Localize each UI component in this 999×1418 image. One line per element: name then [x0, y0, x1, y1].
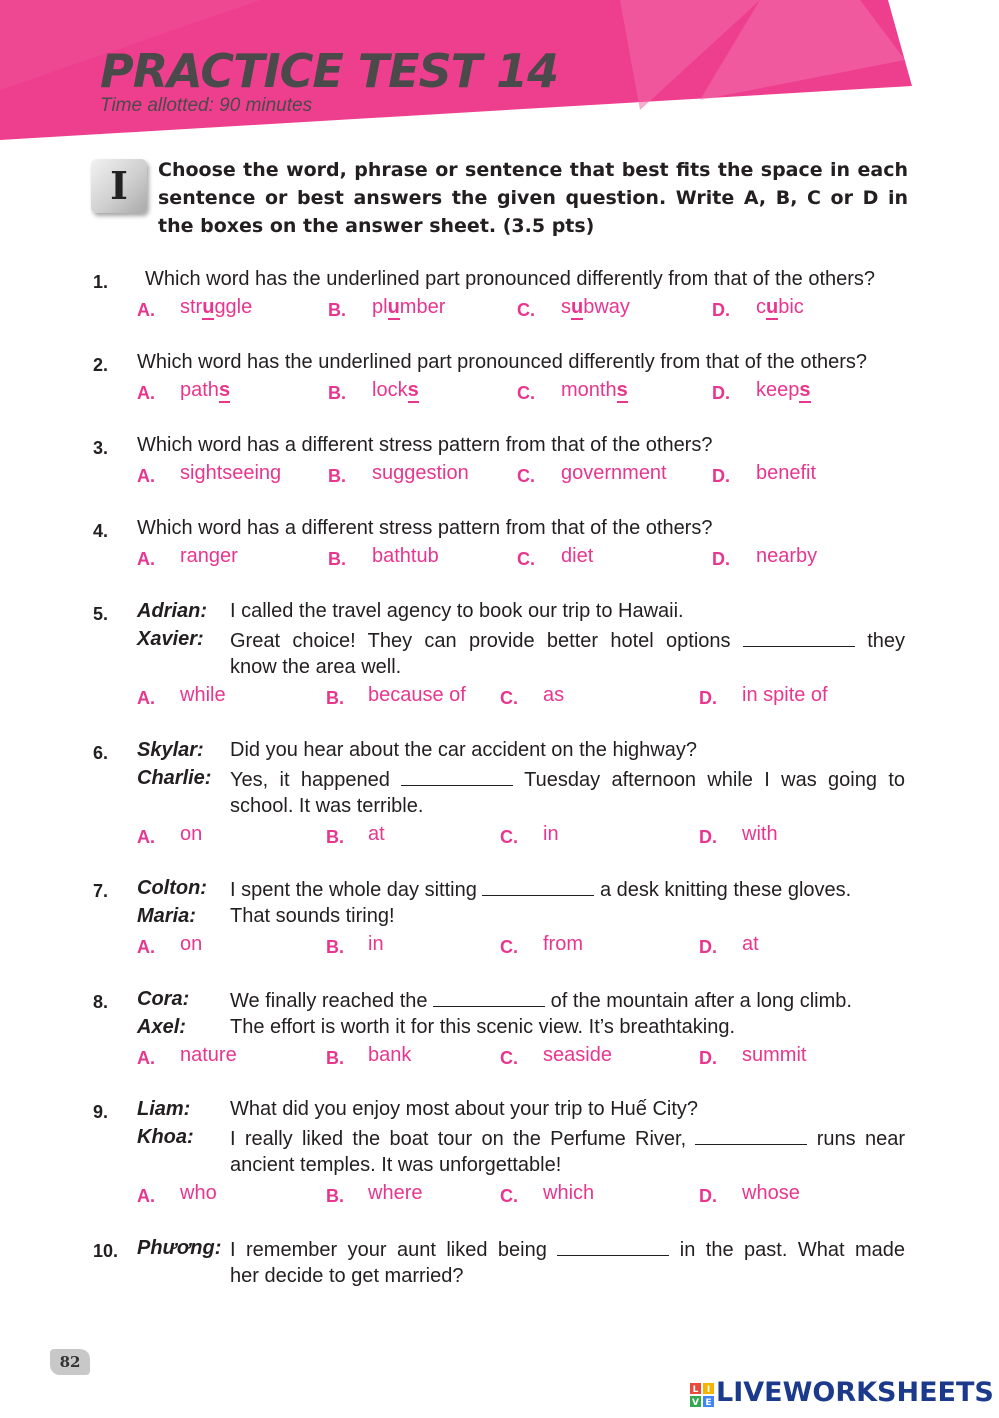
option-text: bway	[583, 296, 630, 318]
option-d[interactable]: nearby	[756, 545, 818, 567]
option-letter: C.	[500, 1186, 518, 1206]
option-letter: A.	[137, 1048, 155, 1068]
dialogue-text: they	[867, 630, 906, 652]
option-letter: C.	[500, 827, 518, 847]
speaker-name: Colton:	[137, 877, 207, 899]
option-letter: B.	[328, 549, 346, 569]
question-number: 4.	[93, 521, 109, 541]
option-text: pl	[372, 296, 388, 318]
option-letter: B.	[326, 688, 344, 708]
dialogue-line	[230, 767, 905, 792]
option-text: c	[756, 296, 766, 318]
option-text: ggle	[214, 296, 253, 318]
question-number: 6.	[93, 743, 109, 763]
answer-blank[interactable]	[482, 877, 594, 896]
underlined-part: s	[218, 379, 231, 401]
dialogue-text: Yes, it happened	[230, 769, 390, 791]
option-a[interactable]	[180, 379, 230, 402]
option-letter: B.	[326, 1186, 344, 1206]
speaker-name: Cora:	[137, 988, 190, 1010]
option-letter: A.	[137, 383, 155, 403]
option-text: month	[561, 379, 617, 401]
option-letter: D.	[712, 300, 730, 320]
option-c[interactable]: which	[543, 1182, 595, 1204]
option-a[interactable]: sightseeing	[180, 462, 282, 484]
option-d[interactable]	[756, 296, 804, 319]
option-text: keep	[756, 379, 800, 401]
option-b[interactable]: because of	[368, 684, 466, 706]
dialogue-text: a desk knitting these gloves.	[599, 879, 852, 901]
dialogue-line	[230, 1237, 905, 1262]
question-number: 8.	[93, 992, 109, 1012]
underlined-part: s	[616, 379, 628, 401]
question-number: 10.	[93, 1241, 119, 1261]
question-number: 5.	[93, 604, 109, 624]
speaker-name: Adrian:	[137, 600, 207, 622]
option-letter: C.	[500, 937, 518, 957]
option-letter: C.	[517, 383, 535, 403]
option-letter: C.	[517, 466, 535, 486]
option-c[interactable]	[561, 296, 630, 319]
option-b[interactable]: suggestion	[372, 462, 469, 484]
option-letter: C.	[500, 688, 518, 708]
dialogue-text: I spent the whole day sitting	[230, 879, 477, 901]
option-letter: B.	[328, 383, 346, 403]
page-number: 82	[50, 1349, 90, 1375]
option-d[interactable]: with	[742, 823, 778, 845]
question-number: 7.	[93, 881, 109, 901]
option-b[interactable]	[372, 379, 419, 402]
option-text: str	[180, 296, 203, 318]
option-a[interactable]: who	[180, 1182, 217, 1204]
dialogue-text: Tuesday afternoon while I was going to	[524, 769, 905, 791]
option-letter: D.	[699, 688, 717, 708]
option-d[interactable]: whose	[742, 1182, 800, 1204]
option-d[interactable]: benefit	[756, 462, 817, 484]
speaker-name: Axel:	[137, 1016, 186, 1038]
dialogue-text: We finally reached the	[230, 990, 428, 1012]
logo-letter: E	[705, 1398, 712, 1407]
underlined-part: u	[387, 296, 400, 318]
dialogue-line: What did you enjoy most about your trip to Huế City?	[230, 1098, 699, 1120]
option-c[interactable]: in	[543, 823, 559, 845]
option-a[interactable]: on	[180, 933, 203, 955]
option-letter: B.	[328, 300, 346, 320]
section-instruction: Choose the word, phrase or sentence that best fits the space in each sentence or best answers the given question. Write A, B, C or D in the boxes on the answer sheet. (3.5 pts)	[158, 159, 908, 237]
option-letter: B.	[326, 937, 344, 957]
dialogue-text: of the mountain after a long climb.	[550, 990, 852, 1012]
option-letter: C.	[500, 1048, 518, 1068]
option-letter: C.	[517, 549, 535, 569]
question-stem: Which word has a different stress pattern from that of the others?	[137, 434, 713, 456]
option-d[interactable]: at	[742, 933, 759, 955]
logo-letter: V	[692, 1398, 699, 1407]
option-c[interactable]: seaside	[543, 1044, 612, 1066]
question-number: 9.	[93, 1102, 109, 1122]
option-a[interactable]: on	[180, 823, 203, 845]
dialogue-line	[230, 628, 905, 653]
option-d[interactable]	[756, 379, 811, 402]
option-b[interactable]: where	[368, 1182, 423, 1204]
dialogue-text: in the past. What made	[679, 1239, 905, 1261]
dialogue-line	[230, 988, 905, 1013]
dialogue-line: I called the travel agency to book our trip to Hawaii.	[230, 600, 684, 622]
logo-letter: L	[692, 1385, 699, 1395]
question-number: 1.	[93, 272, 109, 292]
option-letter: A.	[137, 1186, 155, 1206]
dialogue-text: Great choice! They can provide better hotel options	[230, 630, 731, 652]
dialogue-line	[230, 1126, 905, 1151]
question-number: 2.	[93, 355, 109, 375]
logo-grid-icon	[690, 1383, 714, 1407]
option-b[interactable]	[372, 296, 445, 319]
page-title: PRACTICE TEST 14	[100, 44, 559, 98]
option-text: bic	[778, 296, 804, 318]
underlined-part: u	[766, 296, 779, 318]
question-stem: Which word has a different stress pattern from that of the others?	[137, 517, 713, 539]
dialogue-text: I really liked the boat tour on the Perfume River,	[230, 1128, 687, 1150]
option-a[interactable]: nature	[180, 1044, 237, 1066]
answer-blank[interactable]	[695, 1126, 807, 1145]
speaker-name: Khoa:	[137, 1126, 194, 1148]
answer-blank[interactable]	[557, 1237, 669, 1256]
speaker-name: Xavier:	[137, 628, 204, 650]
option-b[interactable]: in	[368, 933, 384, 955]
logo-letter: I	[706, 1385, 711, 1395]
option-letter: A.	[137, 300, 155, 320]
section-numeral-badge: I	[91, 159, 147, 213]
option-letter: B.	[326, 827, 344, 847]
dialogue-line: her decide to get married?	[230, 1265, 464, 1287]
dialogue-line: The effort is worth it for this scenic view. It’s breathtaking.	[230, 1016, 736, 1038]
question-stem: Which word has the underlined part pronounced differently from that of the others?	[145, 268, 876, 290]
dialogue-line: Did you hear about the car accident on the highway?	[230, 739, 697, 761]
option-letter: A.	[137, 549, 155, 569]
speaker-name: Charlie:	[137, 767, 212, 789]
liveworksheets-logo[interactable]	[690, 1377, 994, 1413]
option-d[interactable]: summit	[742, 1044, 807, 1066]
answer-blank[interactable]	[743, 628, 855, 647]
option-letter: D.	[712, 466, 730, 486]
option-d[interactable]: in spite of	[742, 684, 828, 706]
option-text: mber	[399, 296, 446, 318]
option-letter: A.	[137, 688, 155, 708]
dialogue-line	[230, 877, 905, 902]
answer-blank[interactable]	[401, 767, 513, 786]
underlined-part: u	[202, 296, 215, 318]
brand-name: LIVEWORKSHEETS	[716, 1377, 994, 1408]
option-a[interactable]: while	[180, 684, 226, 706]
speaker-name: Liam:	[137, 1098, 191, 1120]
option-letter: A.	[137, 827, 155, 847]
dialogue-line: ancient temples. It was unforgettable!	[230, 1154, 562, 1176]
option-letter: D.	[699, 1048, 717, 1068]
option-letter: D.	[712, 549, 730, 569]
option-letter: D.	[699, 937, 717, 957]
option-letter: B.	[326, 1048, 344, 1068]
dialogue-text: I remember your aunt liked being	[230, 1239, 547, 1261]
option-c[interactable]: as	[543, 684, 565, 706]
option-letter: A.	[137, 937, 155, 957]
speaker-name: Phương:	[137, 1237, 222, 1259]
answer-blank[interactable]	[433, 988, 545, 1007]
time-allotted: Time allotted: 90 minutes	[100, 95, 313, 116]
option-letter: D.	[712, 383, 730, 403]
option-b[interactable]: bathtub	[372, 545, 439, 567]
option-letter: D.	[699, 827, 717, 847]
option-c[interactable]: government	[561, 462, 667, 484]
option-text: s	[561, 296, 571, 318]
dialogue-text: runs near	[816, 1128, 906, 1150]
option-c[interactable]	[561, 379, 628, 402]
option-text: path	[180, 379, 219, 401]
option-c[interactable]: from	[543, 933, 583, 955]
underlined-part: u	[571, 296, 584, 318]
speaker-name: Maria:	[137, 905, 196, 927]
dialogue-line: know the area well.	[230, 656, 402, 678]
option-b[interactable]: bank	[368, 1044, 412, 1066]
dialogue-line: school. It was terrible.	[230, 795, 424, 817]
option-c[interactable]: diet	[561, 545, 594, 567]
option-letter: A.	[137, 466, 155, 486]
question-number: 3.	[93, 438, 109, 458]
option-a[interactable]	[180, 296, 252, 319]
speaker-name: Skylar:	[137, 739, 204, 761]
option-letter: B.	[328, 466, 346, 486]
question-stem: Which word has the underlined part pronounced differently from that of the others?	[137, 351, 868, 373]
underlined-part: s	[407, 379, 419, 401]
option-letter: C.	[517, 300, 535, 320]
option-b[interactable]: at	[368, 823, 385, 845]
option-a[interactable]: ranger	[180, 545, 238, 567]
option-text: lock	[372, 379, 408, 401]
dialogue-line: That sounds tiring!	[230, 905, 395, 927]
option-letter: D.	[699, 1186, 717, 1206]
underlined-part: s	[799, 379, 811, 401]
